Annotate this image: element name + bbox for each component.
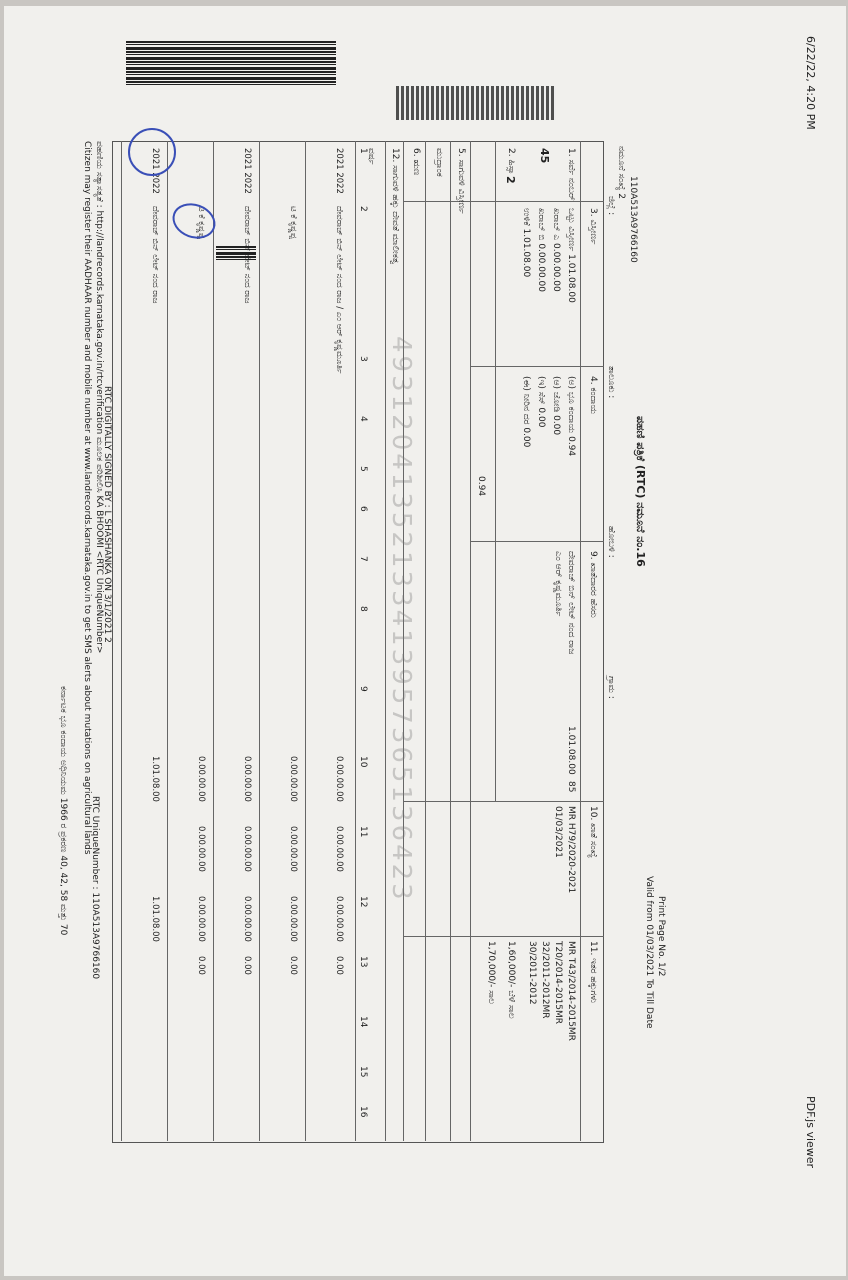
table12-cell-name: ದೇವರಾಜ್ ಬಿನ್ ಲೇಟ್ ನಂದ ರಾಜ / ಎಂ ಆರ್ ಕೃಷ್ಣಮೂರ್ತಿ (334, 206, 344, 374)
citizen-text: Citizen may register their AADHAAR number and mobile number at www.landrecords.karnataka.gov.in to get SMS alerts about mutations on agricultural lands (82, 141, 92, 855)
area-line: ಒಟ್ಟು ವಿಸ್ತೀರ್ಣ 1.01.08.00 (566, 208, 576, 303)
table12-col-number: 1 (358, 148, 368, 154)
table12-cell-year: 2021 2022 (150, 148, 160, 194)
table12-cell-d: 0.00 (288, 956, 298, 975)
remark-line: 1,60,000/- ಬೆಳೆ ಸಾಲ (506, 941, 516, 1019)
table12-col-number: 9 (358, 686, 368, 692)
area-line: ಖರಾಬ್ ಬಿ 0.00.00.00 (536, 208, 546, 292)
unique-number: RTC UniqueNumber : 110A513A9766160 (90, 796, 100, 980)
digitally-signed: RTC DIGITALLY SIGNED BY : L SHASHANKA ON 3/1/2021 2 (102, 386, 112, 643)
rtc-id: 110A513A9766160 (628, 176, 638, 263)
owner-area: 1.01.08.00 (566, 726, 576, 775)
table12-cell-c: 0.00.00.00 (196, 896, 206, 942)
print-page: Print Page No. 1/2 (656, 896, 666, 977)
revenue-line: (ಆ) ಜೋಡಿ 0.00 (551, 376, 561, 436)
revenue-line: (ಈ) ನೀರಿನ ದರ 0.00 (521, 376, 531, 448)
table12-cell-year: 2021 2022 (242, 148, 252, 194)
col-khata: 10. ಖಾತೆ ಸಂಖ್ಯೆ (588, 806, 598, 858)
table12-col-number: 2 (358, 206, 368, 212)
table12-cell-b: 0.00.00.00 (288, 826, 298, 872)
verify-text: ಪಹಣಿಯ ಸತ್ಯಾಸತ್ಯತೆ : http://landrecords.karnataka.gov.in/rtcverification ಮೂಲಕ ಪರಿಶೀಲಿಸಿ KA BHOOMI <RTC UniqueNumber> (94, 141, 104, 654)
table12-cell-d: 0.00 (242, 956, 252, 975)
total-revenue: 0.94 (476, 476, 486, 497)
table12-col-number: 3 (358, 356, 368, 362)
taluk-label: ತಾಲೂಕು : (606, 366, 616, 399)
qr-code-image (396, 86, 556, 120)
pen-circle-mark (128, 128, 176, 176)
table12-col-number: 4 (358, 416, 368, 422)
survey-number: 45 (538, 148, 551, 164)
table12-cell-a: 0.00.00.00 (242, 756, 252, 802)
col-revenue-title: 4. ಕಂದಾಯ (588, 376, 598, 415)
hobli-label: ಹೋಬಳಿ : (606, 526, 616, 558)
mutation-ref: MR H79/2020-2021 (566, 806, 576, 894)
remark-line: MR T43/2014-2015MR (566, 941, 576, 1041)
watermark-number: 49312041352133413957365136423 (386, 336, 416, 903)
col-hissa: 2. ಹಿಸ್ಸಾ (506, 148, 516, 175)
table12-col-number: 10 (358, 756, 368, 768)
rtc-sheet (36, 36, 816, 1216)
col-stamp: ಮುದ್ರಾಂಕ (434, 148, 444, 177)
owner-name-2: ಎಂ ಆರ್ ಕೃಷ್ಣಮೂರ್ತಿ (553, 551, 563, 617)
revenue-line: (ಇ) ಸೆಸ್ 0.00 (536, 376, 546, 428)
col-area-title: 3. ವಿಸ್ತೀರ್ಣ (588, 208, 598, 245)
table12-cell-b: 0.00.00.00 (334, 826, 344, 872)
col-cultivated: 5. ಸಾಗುವಳಿ ವಿಸ್ತೀರ್ಣ (456, 148, 466, 214)
table12-cell-year: 2021 2022 (334, 148, 344, 194)
table12-cell-c: 0.00.00.00 (242, 896, 252, 942)
col-debt: 6. ಋಣ (411, 148, 421, 176)
mutation-date: 01/03/2021 (553, 806, 563, 858)
area-line: ಉಳಿಕೆ 1.01.08.00 (521, 208, 531, 278)
table12-cell-c: 0.00.00.00 (288, 896, 298, 942)
table12-col-number: 13 (358, 956, 368, 968)
table12-cell-b: 0.00.00.00 (196, 826, 206, 872)
table12-cell-name: ದೇವರಾಜ್ ಬಿನ್ ಲೇಟ್ ನಂದ ರಾಜ (242, 206, 252, 304)
table12-cell-name: ದೇವರಾಜ್ ಬಿನ್ ಲೇಟ್ ನಂದ ರಾಜ (150, 206, 160, 304)
table12-col-number: 6 (358, 506, 368, 512)
owner-khata: 85 (566, 781, 576, 793)
remark-line: 32/2011-2012MR (540, 941, 550, 1019)
table12-cell-a: 0.00.00.00 (288, 756, 298, 802)
table12-col-number: 5 (358, 466, 368, 472)
col-survey-no: 1. ಸರ್ವೆ ನಂಬರ್ (566, 148, 576, 201)
owner-name-1: ದೇವರಾಜ್ ಬಿನ್ ಲೇಟ್ ನಂದ ರಾಜ (566, 551, 576, 655)
table12-cell-name: ಟಿ ಕೆ ಕೃಷ್ಣಪ್ಪ (196, 206, 206, 240)
col-other-rights: 11. ಇತರ ಹಕ್ಕುಗಳು (588, 941, 598, 1004)
table12-col-number: 14 (358, 1016, 368, 1028)
barcode-image (126, 41, 336, 87)
table12-cell-b: 0.00.00.00 (242, 826, 252, 872)
revenue-line: (ಅ) ಭೂ ಕಂದಾಯ 0.94 (566, 376, 576, 457)
table12-col-number: 8 (358, 606, 368, 612)
area-line: ಖರಾಬ್ ಎ 0.00.00.00 (551, 208, 561, 292)
table12-col-number: 16 (358, 1106, 368, 1118)
table12-col-number: 12 (358, 896, 368, 908)
document-title: ಪಹಣಿ ಪತ್ರಿಕೆ (RTC) ನಮೂನೆ ನಂ.16 (634, 416, 647, 567)
document-page (4, 6, 846, 1276)
table12-cell-d: 0.00 (334, 956, 344, 975)
table12-cell-a: 0.00.00.00 (196, 756, 206, 802)
remark-line: T20/2014-2015MR (553, 941, 563, 1025)
district-label: ಜಿಲ್ಲೆ : (606, 196, 616, 216)
viewer-title: PDF.js viewer (804, 1096, 817, 1169)
table12-cell-a: 0.00.00.00 (334, 756, 344, 802)
table12-col-number: 15 (358, 1066, 368, 1078)
table12-cell-d: 0.00 (196, 956, 206, 975)
table12-cell-a: 1.01.08.00 (150, 756, 160, 802)
timestamp: 6/22/22, 4:20 PM (804, 36, 817, 130)
table12-cell-name: ಟಿ ಕೆ ಕೃಷ್ಣಪ್ಪ (288, 206, 298, 240)
table12-cell-c: 0.00.00.00 (334, 896, 344, 942)
col-year: ವರ್ಷ (366, 148, 376, 165)
village-label: ಗ್ರಾಮ : (606, 676, 616, 699)
remark-line: 30/2011-2012 (527, 941, 537, 1005)
table12-col-number: 7 (358, 556, 368, 562)
col-owner: 9. ಖಾತೆದಾರರ ಹೆಸರು (588, 551, 598, 618)
table12-title: 12. ಸಾಗುವಳಿ ಹಕ್ಕು ದೇವತೆ ಮಾಲೀಕತ್ವ (390, 148, 400, 265)
table12-col-number: 11 (358, 826, 368, 838)
hissa-number: 2 (504, 176, 517, 184)
table12-cell-c: 1.01.08.00 (150, 896, 160, 942)
remark-line: 1,70,000/- ಸಾಲ (486, 941, 496, 1005)
form-number: ನಮೂನೆ ಸಂಖ್ಯೆ 2 (616, 146, 626, 200)
valid-range: Valid from 01/03/2021 To Till Date (644, 876, 654, 1029)
act-text: ಕರ್ನಾಟಕ ಭೂ ಕಂದಾಯ ಅಧಿನಿಯಮ 1966 ರ ಪ್ರಕರಣ 40, 42, 58 ಮತ್ತು 70 (58, 686, 68, 936)
